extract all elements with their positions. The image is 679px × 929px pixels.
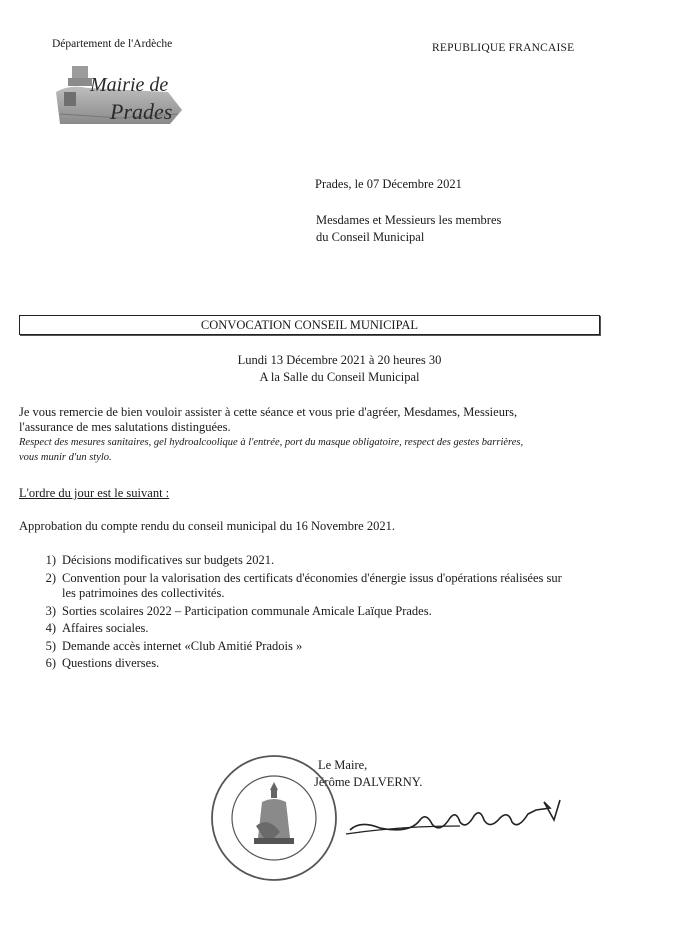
sanitary-notice-line-2: vous munir d'un stylo. bbox=[19, 452, 112, 463]
agenda-item-number: 5) bbox=[45, 638, 56, 653]
agenda-item-number: 1) bbox=[45, 553, 56, 567]
agenda-item bbox=[20, 604, 640, 620]
agenda-item bbox=[20, 639, 640, 655]
place-date: Prades, le 07 Décembre 2021 bbox=[315, 177, 462, 191]
agenda-item-text: Questions diverses. bbox=[62, 656, 160, 670]
signature-name: Jérôme DALVERNY. bbox=[314, 775, 423, 789]
agenda-item-text: Demande accès internet «Club Amitié Pradois » bbox=[62, 638, 303, 653]
body-line-2: l'assurance de mes salutations distinguées. bbox=[19, 420, 231, 434]
handwritten-signature bbox=[340, 790, 590, 845]
sanitary-notice-line-1: Respect des mesures sanitaires, gel hydroalcoolique à l'entrée, port du masque obligatoire, respect des gestes barrières, bbox=[19, 437, 524, 448]
logo-text-bottom: Prades bbox=[110, 99, 173, 124]
recipient-line-2: du Conseil Municipal bbox=[316, 230, 425, 244]
document-title: CONVOCATION CONSEIL MUNICIPAL bbox=[19, 315, 600, 335]
department-label: Département de l'Ardèche bbox=[52, 38, 173, 50]
meeting-location: A la Salle du Conseil Municipal bbox=[259, 370, 420, 384]
agenda-item-number: 6) bbox=[45, 656, 56, 670]
mairie-stamp bbox=[208, 752, 340, 884]
agenda-approval: Approbation du compte rendu du conseil municipal du 16 Novembre 2021. bbox=[19, 519, 395, 533]
agenda-list bbox=[20, 553, 640, 674]
republic-label: REPUBLIQUE FRANCAISE bbox=[432, 42, 575, 54]
agenda-item-number: 3) bbox=[45, 603, 56, 618]
agenda-item-number: 2) bbox=[45, 570, 56, 585]
agenda-item-number: 4) bbox=[45, 621, 56, 635]
agenda-item-text-continued: les patrimoines des collectivités. bbox=[62, 586, 225, 600]
agenda-item-text: Affaires sociales. bbox=[62, 621, 149, 635]
agenda-item bbox=[20, 621, 640, 637]
agenda-item-text: Sorties scolaires 2022 – Participation communale Amicale Laïque Prades. bbox=[62, 603, 432, 618]
agenda-item-text: Décisions modificatives sur budgets 2021. bbox=[62, 553, 275, 567]
agenda-item bbox=[20, 553, 640, 569]
agenda-item-text: Convention pour la valorisation des certificats d'économies d'énergie issus d'opérations réalisées sur bbox=[62, 570, 562, 585]
logo-text-top: Mairie de bbox=[90, 74, 169, 96]
signature-role: Le Maire, bbox=[318, 758, 368, 772]
agenda-item bbox=[20, 571, 640, 602]
recipient-line-1: Mesdames et Messieurs les membres bbox=[316, 213, 502, 227]
agenda-item bbox=[20, 656, 640, 672]
body-line-1: Je vous remercie de bien vouloir assister à cette séance et vous prie d'agréer, Mesdames, Messieurs, bbox=[19, 405, 518, 419]
meeting-date-time: Lundi 13 Décembre 2021 à 20 heures 30 bbox=[237, 353, 442, 367]
agenda-heading: L'ordre du jour est le suivant : bbox=[19, 486, 170, 500]
